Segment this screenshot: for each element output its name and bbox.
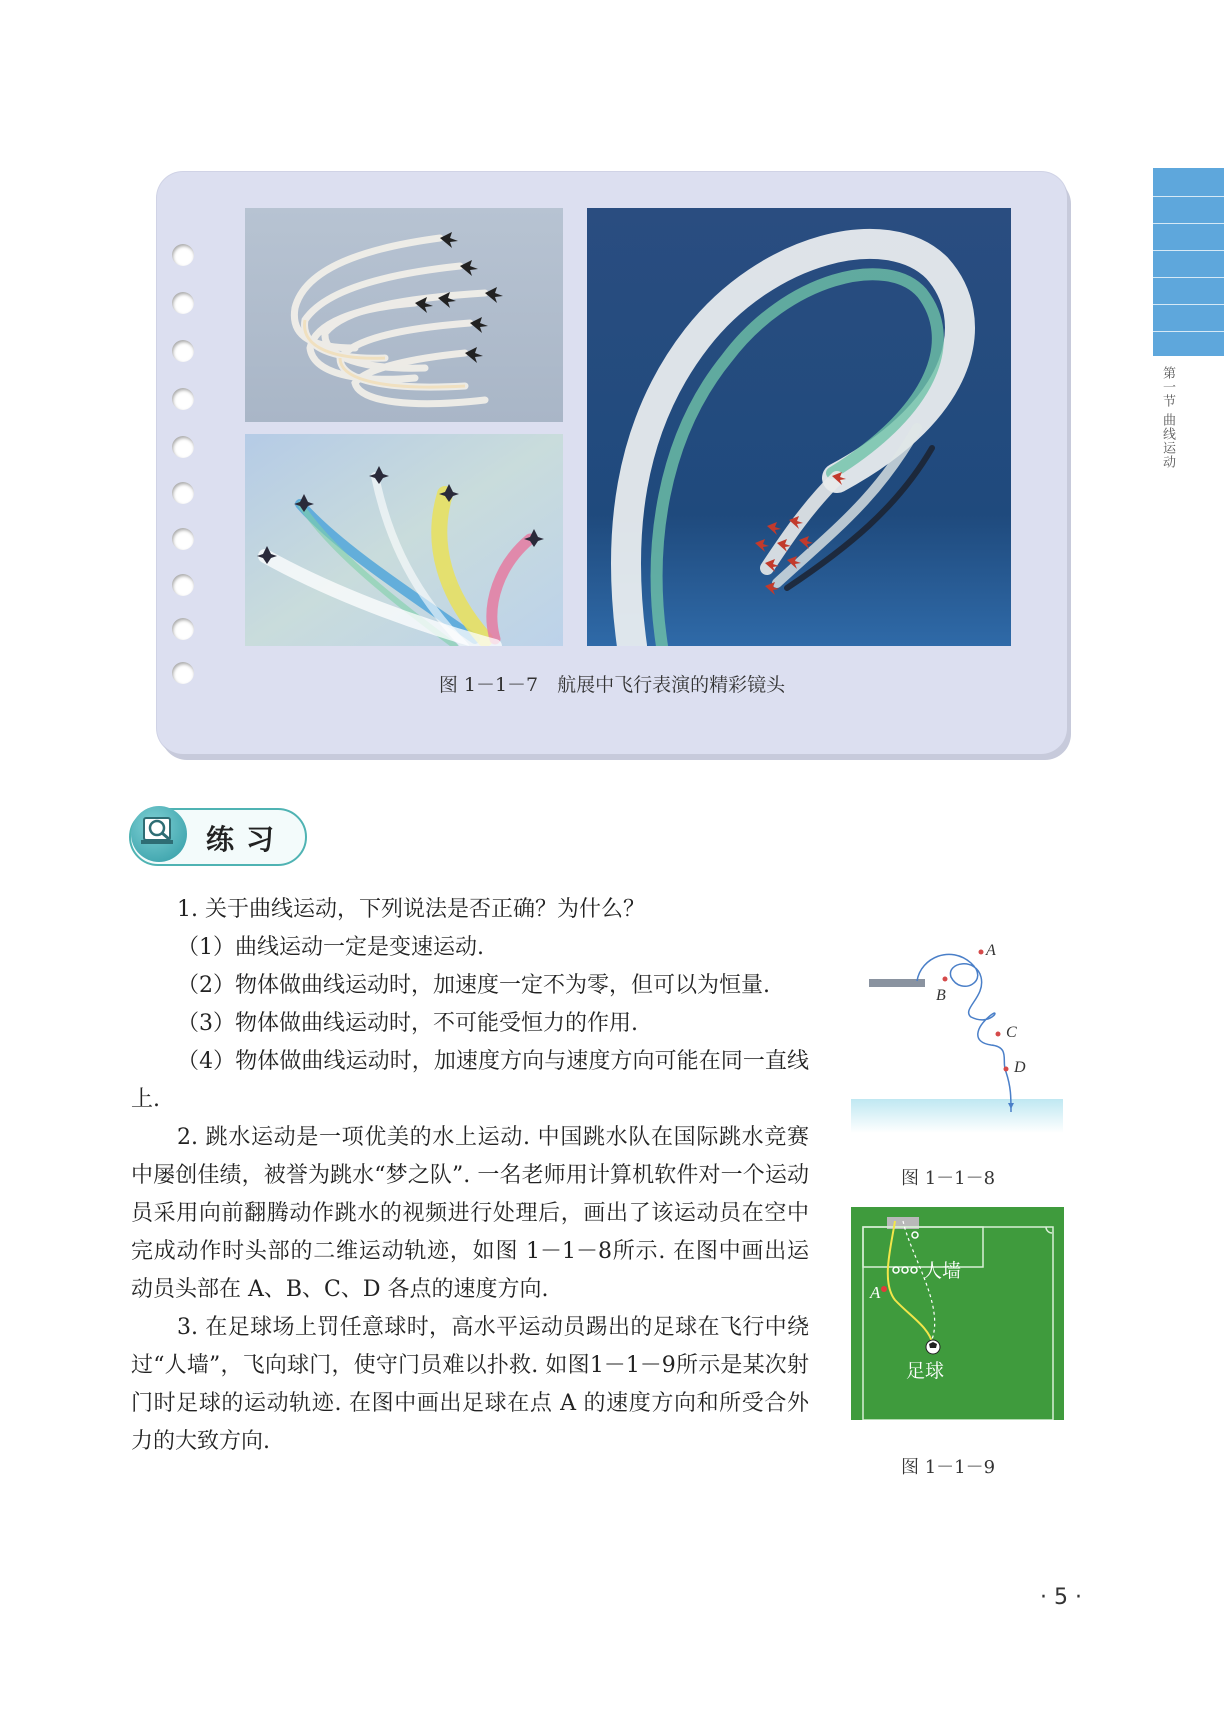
ball-label: 足球 — [906, 1360, 945, 1382]
question-2: 2. 跳水运动是一项优美的水上运动. 中国跳水队在国际跳水竞赛中屡创佳绩，被誉为跳水“梦之队”. 一名老师用计算机软件对一个运动员采用向前翻腾动作跳水的视频进行处理后，画出了该运动员在空中完成动作时头部的二维运动轨迹，如图 1－1－8所示. 在图中画出运动员头部在 A、B、C、D 各点的速度方向. — [131, 1125, 809, 1302]
question-1: 1. 关于曲线运动，下列说法是否正确？为什么？ — [177, 897, 645, 922]
statement-2: （2）物体做曲线运动时，加速度一定不为零，但可以为恒量. — [177, 973, 770, 998]
point-b-label: B — [936, 987, 946, 1004]
binder-ring — [172, 618, 194, 640]
binder-ring — [172, 292, 194, 314]
statement-4: （4）物体做曲线运动时，加速度方向与速度方向可能在同一直线上. — [131, 1049, 809, 1112]
page-number: · 5 · — [1040, 1585, 1082, 1610]
point-c-label: C — [1006, 1024, 1017, 1041]
binder-ring — [172, 574, 194, 596]
formation-photo-1 — [245, 208, 563, 422]
figure-1-1-9-caption: 图 1－1－9 — [901, 1457, 996, 1478]
binder-ring — [172, 482, 194, 504]
photo-card-caption: 图 1－1－7 航展中飞行表演的精彩镜头 — [438, 674, 786, 696]
binder-ring — [172, 388, 194, 410]
formation-photo-2 — [245, 434, 563, 646]
binder-ring — [172, 436, 194, 458]
binder-ring — [172, 528, 194, 550]
binder-ring — [172, 340, 194, 362]
point-a-label: A — [986, 942, 996, 959]
exercise-title: 练习 — [206, 823, 287, 856]
question-3: 3. 在足球场上罚任意球时，高水平运动员踢出的足球在飞行中绕过“人墙”，飞向球门，使守门员难以扑救. 如图1－1－9所示是某次射门时足球的运动轨迹. 在图中画出足球在点 A 的速度方向和所受合外力的大致方向. — [131, 1315, 809, 1454]
diving-trajectory-figure — [851, 937, 1063, 1133]
chapter-side-tab — [1153, 168, 1224, 356]
section-label: 第一节 曲线运动 — [1160, 366, 1175, 470]
statement-1: （1）曲线运动一定是变速运动. — [177, 935, 484, 960]
magnifier-icon — [131, 806, 187, 862]
point-d-label: D — [1014, 1059, 1026, 1076]
binder-ring — [172, 244, 194, 266]
wall-label: 人墙 — [923, 1260, 962, 1282]
statement-3: （3）物体做曲线运动时，不可能受恒力的作用. — [177, 1011, 638, 1036]
point-a-label: A — [870, 1283, 881, 1302]
figure-1-1-8-caption: 图 1－1－8 — [901, 1168, 996, 1189]
free-kick-figure — [851, 1207, 1064, 1420]
loop-photo — [587, 208, 1011, 646]
exercise-text — [131, 891, 809, 1461]
photo-card — [157, 172, 1067, 754]
